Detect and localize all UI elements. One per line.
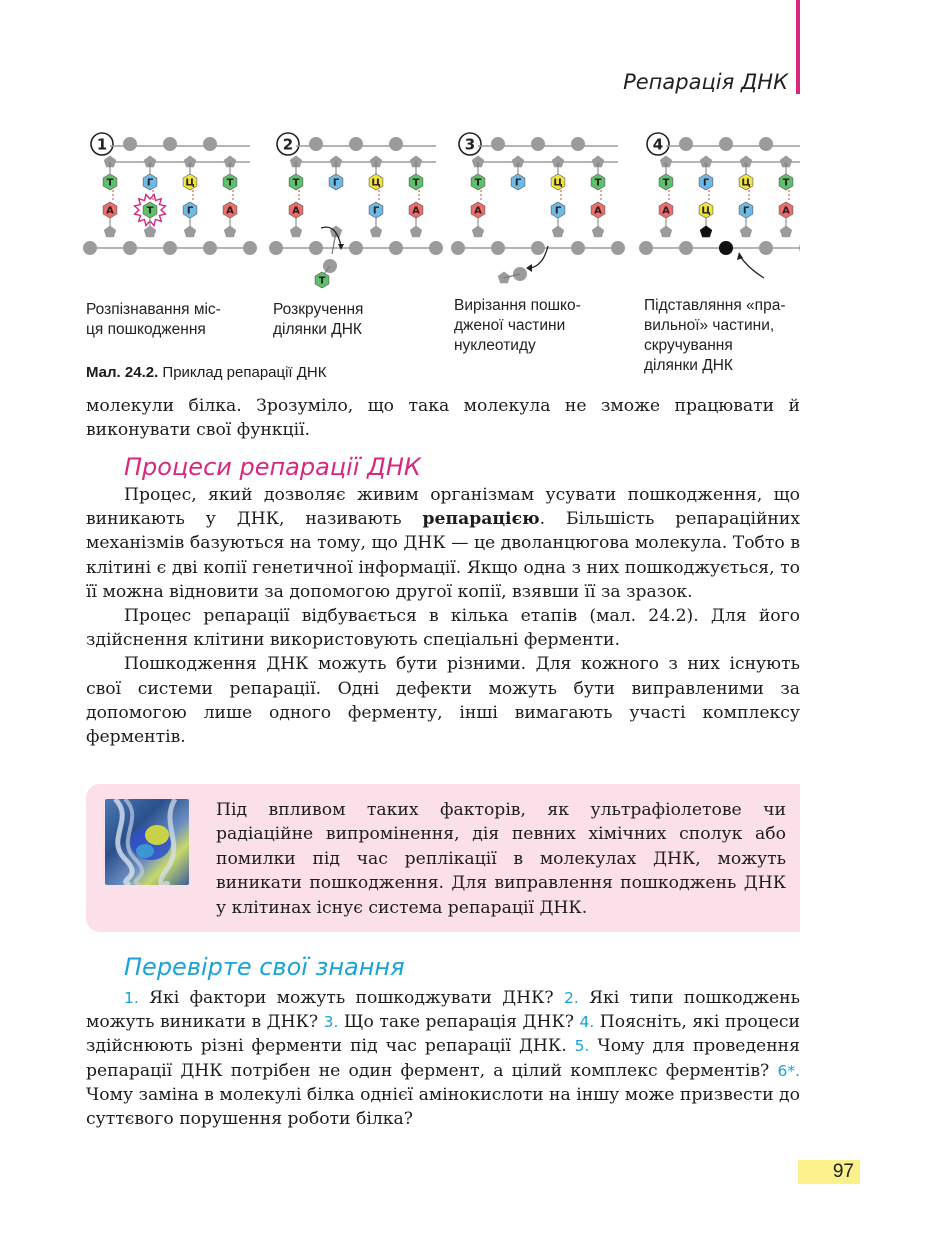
svg-text:А: А: [474, 205, 482, 217]
svg-text:4: 4: [652, 135, 664, 154]
header-accent-bar: [796, 0, 800, 94]
paragraph-3: Пошкодження ДНК можуть бути різними. Для кожного з них існують свої системи репарації. Одні дефекти можуть бути виправленими за допомогою лише одного ферменту, інші вимагають участі комплексу ферментів.: [86, 654, 800, 748]
repair-step-4: [639, 133, 800, 278]
repair-step-1: [83, 133, 257, 255]
step-4-caption: Підставляння «пра- вильної» частини, скручування ділянки ДНК: [644, 297, 786, 374]
question-number: 4.: [579, 1013, 595, 1032]
svg-text:2: 2: [282, 135, 294, 154]
section-title-check: Перевірте свої знання: [124, 953, 405, 981]
svg-text:Г: Г: [702, 177, 710, 189]
question-number: 6*.: [777, 1061, 800, 1080]
svg-text:Ц: Ц: [701, 205, 711, 217]
svg-text:Т: Т: [292, 177, 300, 189]
svg-text:Г: Г: [514, 177, 522, 189]
svg-text:3: 3: [464, 135, 476, 154]
svg-text:Т: Т: [662, 177, 670, 189]
svg-text:1: 1: [96, 135, 108, 154]
step-1-caption: Розпізнавання міс- ця пошкодження: [86, 301, 221, 338]
svg-text:Т: Т: [412, 177, 420, 189]
step-2-caption: Розкручення ділянки ДНК: [273, 301, 364, 338]
page-number: 97: [798, 1160, 860, 1184]
svg-text:А: А: [594, 205, 602, 217]
svg-text:Т: Т: [474, 177, 482, 189]
svg-text:А: А: [412, 205, 420, 217]
svg-text:Г: Г: [742, 205, 750, 217]
svg-text:Г: Г: [186, 205, 194, 217]
figure-label: Мал. 24.2. Приклад репарації ДНК: [86, 364, 327, 381]
step-3-caption: Вирізання пошко- дженої частини нуклеотиду: [454, 297, 581, 354]
svg-text:Г: Г: [332, 177, 340, 189]
review-questions: 1. Які фактори можуть пошкоджувати ДНК? 2. Які типи пошкоджень можуть виникати в ДНК? 3. Що таке репарація ДНК? 4. Поясніть, які процеси здійснюють різні ферменти під час репарації ДНК. 5. Чому для проведення репарації ДНК потрібен не один фермент, а цілий комплекс ферментів? 6*. Чому заміна в молекулі білка однієї амінокислоти на іншу може призвести до суттєвого порушення роботи білка?: [86, 988, 801, 1130]
dna-repair-figure: [80, 128, 800, 298]
svg-text:Т: Т: [318, 275, 326, 287]
svg-text:Т: Т: [146, 205, 154, 217]
intro-paragraph: молекули білка. Зрозуміло, що така молекула не зможе працювати й виконувати свої функції.: [86, 396, 800, 441]
question-number: 2.: [563, 989, 579, 1007]
question-number: 1.: [124, 989, 139, 1007]
svg-text:А: А: [106, 205, 114, 217]
running-header: Репарація ДНК: [623, 70, 788, 94]
svg-text:Ц: Ц: [371, 177, 381, 189]
callout-text: Під впливом таких факторів, як ультрафіолетове чи радіаційне випромінення, дія певних хімічних сполук або помилки під час реплікації в молекулах ДНК, можуть виникати пошкодження. Для виправлення пошкоджень ДНК у клітинах існує система репарації ДНК.: [216, 800, 786, 918]
question-number: 5.: [574, 1037, 590, 1056]
svg-text:А: А: [782, 205, 790, 217]
svg-text:Т: Т: [226, 177, 234, 189]
svg-text:Г: Г: [372, 205, 380, 217]
section-title-repair: Процеси репарації ДНК: [124, 453, 421, 481]
svg-text:Т: Т: [594, 177, 602, 189]
svg-text:А: А: [292, 205, 300, 217]
svg-text:А: А: [226, 205, 234, 217]
svg-text:Г: Г: [146, 177, 154, 189]
svg-text:Г: Г: [554, 205, 562, 217]
svg-text:Т: Т: [106, 177, 114, 189]
paragraph-2: Процес репарації відбувається в кілька етапів (мал. 24.2). Для його здійснення клітини використовують спеціальні ферменти.: [86, 606, 800, 651]
section-repair-body: [86, 483, 800, 749]
svg-text:Ц: Ц: [553, 177, 563, 189]
svg-text:А: А: [662, 205, 670, 217]
repair-step-3: [451, 133, 625, 283]
svg-text:Ц: Ц: [741, 177, 751, 189]
question-number: 3.: [323, 1013, 339, 1032]
paragraph-1: Процес, який дозволяє живим організмам усувати пошкодження, що виникають у ДНК, називають репарацією. Більшість репараційних механізмів базуються на тому, що ДНК — це дволанцюгова молекула. Тобто в клітині є дві копії генетичної інформації. Якщо одна з них пошкоджується, то її можна відновити за допомогою другої копії, взявши її за зразок.: [86, 485, 801, 602]
svg-text:Т: Т: [782, 177, 790, 189]
svg-text:Ц: Ц: [185, 177, 195, 189]
repair-step-2: [269, 133, 443, 288]
